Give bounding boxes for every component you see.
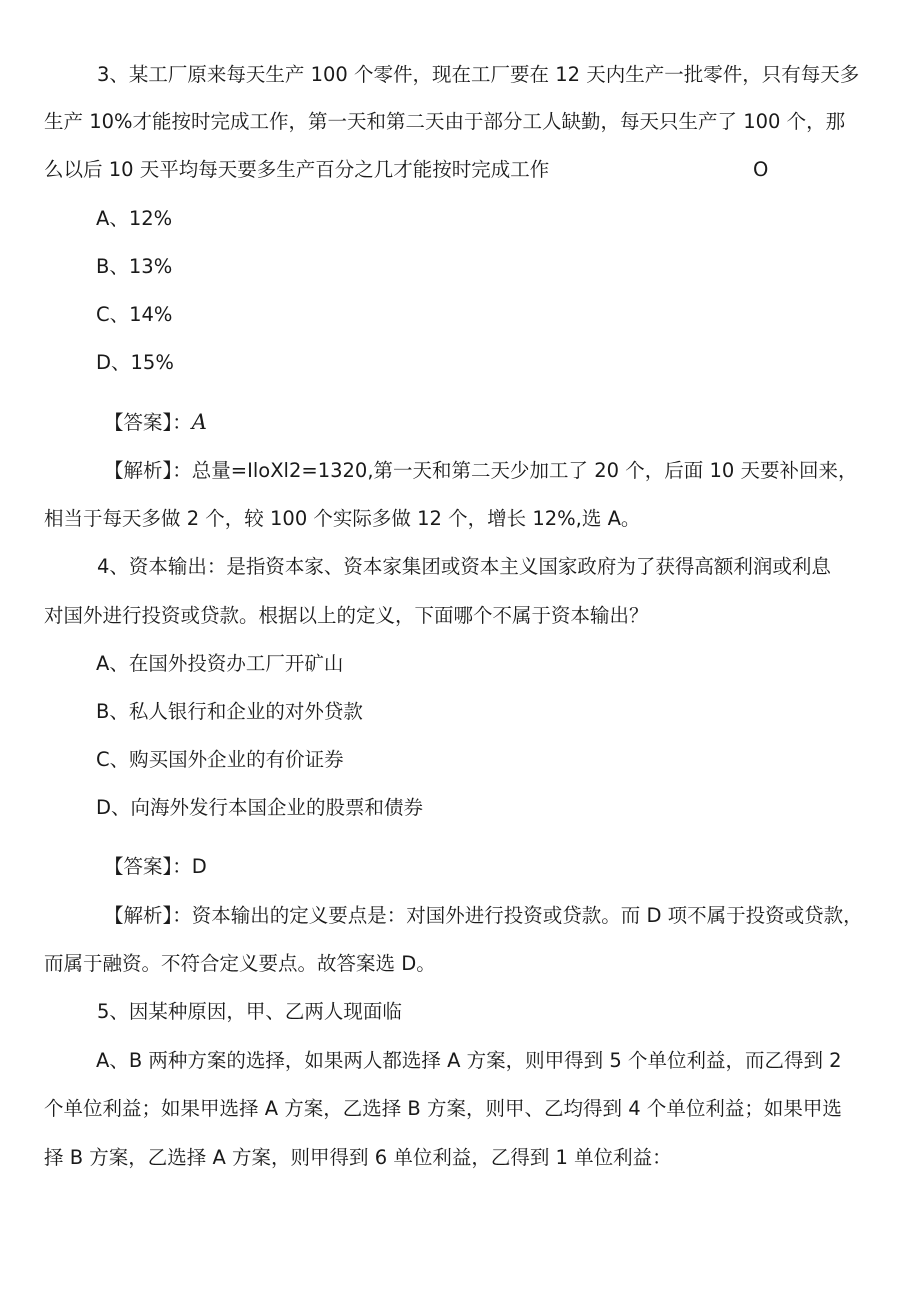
q3-answer-label: 【答案】： <box>104 411 192 434</box>
q3-option-d: D、15% <box>96 351 174 374</box>
q4-analysis-line-1: 【解析】：资本输出的定义要点是：对国外进行投资或贷款。而 D 项不属于投资或贷款， <box>104 904 863 927</box>
q3-stem-line-3: 么以后 10 天平均每天要多生产百分之几才能按时完成工作 <box>44 158 550 181</box>
q4-option-d: D、向海外发行本国企业的股票和债券 <box>96 796 424 819</box>
q3-option-b: B、13% <box>96 255 173 278</box>
q4-analysis-line-2: 而属于融资。不符合定义要点。故答案选 D。 <box>44 952 436 975</box>
q3-stem-line-2: 生产 10%才能按时完成工作，第一天和第二天由于部分工人缺勤，每天只生产了 100 个，那 <box>44 110 846 133</box>
q4-option-c: C、购买国外企业的有价证券 <box>96 748 344 771</box>
q3-analysis-line-1: 【解析】：总量=IloXl2=1320,第一天和第二天少加工了 20 个，后面 10 天要补回来， <box>104 459 858 482</box>
q4-answer <box>104 853 207 881</box>
q3-blank-marker: O <box>753 158 769 181</box>
q3-answer <box>104 408 207 437</box>
q4-option-a: A、在国外投资办工厂开矿山 <box>96 652 344 675</box>
q4-stem-line-2: 对国外进行投资或贷款。根据以上的定义，下面哪个不属于资本输出？ <box>44 604 649 627</box>
q4-answer-value: D <box>191 855 207 878</box>
q4-answer-label: 【答案】： <box>104 855 192 878</box>
q3-option-a: A、12% <box>96 207 173 230</box>
q3-answer-value: A <box>191 410 207 434</box>
q5-stem-line-4: 择 B 方案，乙选择 A 方案，则甲得到 6 单位利益，乙得到 1 单位利益： <box>44 1146 672 1169</box>
q5-stem-line-3: 个单位利益；如果甲选择 A 方案，乙选择 B 方案，则甲、乙均得到 4 个单位利益；如果甲选 <box>44 1097 842 1120</box>
q4-stem-line-1: 4、资本输出：是指资本家、资本家集团或资本主义国家政府为了获得高额利润或利息 <box>97 555 831 578</box>
q4-option-b: B、私人银行和企业的对外贷款 <box>96 700 363 723</box>
q3-stem-line-1: 3、某工厂原来每天生产 100 个零件，现在工厂要在 12 天内生产一批零件，只有每天多 <box>97 63 860 86</box>
q5-stem-line-1: 5、因某种原因，甲、乙两人现面临 <box>97 1000 402 1023</box>
q3-option-c: C、14% <box>96 303 173 326</box>
q3-analysis-line-2: 相当于每天多做 2 个，较 100 个实际多做 12 个，增长 12%,选 A。 <box>44 507 641 530</box>
q5-stem-line-2: A、B 两种方案的选择，如果两人都选择 A 方案，则甲得到 5 个单位利益，而乙得到 2 <box>96 1049 842 1072</box>
